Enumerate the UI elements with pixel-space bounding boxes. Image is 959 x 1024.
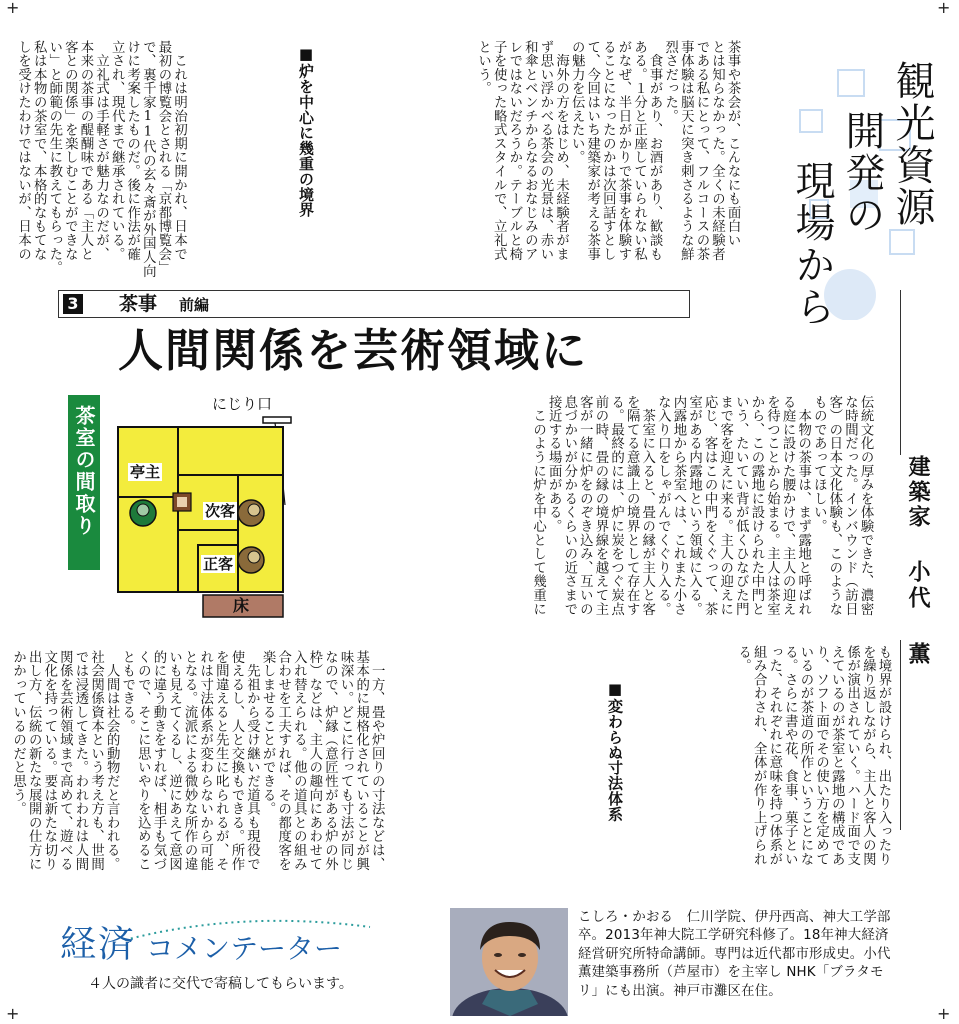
author-photo (450, 908, 568, 1016)
author-bio: こしろ・かおる 仁川学院、伊丹西高、神大工学部卒。2013年神大院工学研究科修了。18年神大経済経営研究所特命講師。専門は近代都市形成史。小代薫建築事務所（芦屋市）を主宰し NHK「ブラタモリ」にも出演。神戸市灘区在住。 (578, 910, 891, 999)
topic-bar (58, 290, 690, 318)
body-text-roji: 伝統文化の厚みを体験できた、濃密 な時間だった。インバウンド（訪日 客）の日本文化体験も、このような ものであってほしい。 本物の茶事は、まず露地と呼ばれ る庭に設けた腰かけで、主人の迎え を待つことから始まる。主人は茶室 から、この露地に設けられた中門と いう、たいてい背が低くひなびた門 まで客を迎えに来る。主人の迎えに 応じ、客はこの中門をくぐって、茶 室がある内露地という領域に入る。 内露地から茶室へは、これまた小さ な入り口をしゃがんでくぐり入る。 茶室に入ると、畳の縁が主人と客 を隔てる意識上の境界として存在す る。最終的には、炉に炭をつぐ炭点 前の時、畳の縁の境界線を越えて主 客が一緒に炉をのぞき込み、互いの 息づかいが分かるくらいの近さまで 接近する場面がある。 このように炉を中心として幾重に (530, 395, 874, 616)
subhead-ro: ■炉を中心に幾重の境界 (297, 45, 315, 218)
label-toko: 床 (233, 596, 250, 615)
tea-room-diagram (68, 395, 293, 620)
label-nijiri: にじり口 (212, 395, 273, 413)
crop-mark: + (6, 1004, 20, 1023)
topic-number: 3 (63, 294, 83, 314)
crop-mark: + (937, 1004, 951, 1023)
subhead-sunpo: ■変わらぬ寸法体系 (606, 680, 624, 822)
headline: 人間関係を芸術領域に (118, 324, 589, 377)
series-divider (900, 290, 901, 455)
series-title-line2: 開発の (839, 110, 885, 236)
topic-part: 前編 (179, 296, 210, 314)
column-title (60, 915, 420, 975)
label-tei: 亭主 (130, 463, 161, 481)
label-jikyaku: 次客 (205, 502, 236, 520)
series-title-line1: 観光資源 (889, 60, 935, 228)
body-text-ritsurei: これは明治初期に開かれ、日本で 最初の博覧会とされる「京都博覧会」 で、裏千家11代の玄々斎が外国人向 けに考案したものだ。後に作法が確 立され、現代まで継承されている。 立礼式は手軽さが魅力なのだが、 本来の茶事の醍醐味である「主人と 客との関係」を楽しむことができな い」と師範の先生に教えてもらった。 私は本物の茶室で、本格的なもてな しを受けたわけではないが、日本の (15, 40, 187, 278)
body-text-boundaries: も境界が設けられ、出たり入ったり を繰り返しながら、主人と客人の関 係が演出されていく。ハード面で支 えているのが茶室と露地の構成であ り、ソフト面でその使い方を定めて いるのが茶道の所作ということにな る。さらに書や花、食事、菓子とい った、それぞれに意味を持つ体系が 組み合わされ、全体が作り上げられ る。 (735, 645, 891, 866)
column-note: ４人の識者に交代で寄稿してもらいます。 (88, 976, 353, 992)
diagram-title-text: 茶室の間取り (72, 405, 96, 537)
crop-mark: + (937, 0, 951, 17)
author-divider (900, 640, 901, 830)
crop-mark: + (6, 0, 20, 17)
author-label: 建築家 (905, 455, 931, 530)
column-title-kanji: 経済 (60, 924, 137, 965)
label-shokyaku: 正客 (203, 555, 234, 573)
column-title-kana: コメンテーター (146, 932, 343, 965)
body-text-intro: 茶事や茶会が、こんなにも面白い とは知らなかった。全くの未経験者 である私にとって、フルコースの茶 事体験は脳天に突き刺さるような鮮 烈さだった。 食事があり、お酒があり、歓談も ある。１分と正座していられない私 がなぜ、半日がかりで茶事を体験す ることになったのかは次回話すとし て、今回はいち建築家が考える茶事 の魅力を伝えたい。 海外の方をはじめ、未経験者がま ず思い浮かべる茶会の光景は、赤い 和傘とベンチからなるおなじみのア レではないだろうか。テーブルと椅 子を使った略式スタイルで、立礼式 という。 (475, 40, 741, 261)
topic-title: 茶事 (119, 293, 158, 315)
body-text-sunpo: 一方、畳や炉回りの寸法などは、 基本的に規格化されていることが興 味深い。どこに行っても寸法が同じ なので、炉縁（意匠性がある炉の外 枠）などは、主人の趣向にあわせて 入れ替えられる。他の道具との組み 合わせを工夫すれば、その都度客を 楽しませることができる。 先祖から受け継いだ道具も現役で 使えるし、人と交換もできる。所作 を間違えると先生に叱られるが、そ れは寸法体系が変わらないから可能 となる。流派による微妙な所作の違 いも見えてくるし、逆にあえて意図 的に違う動きをすれば、相手も気づ くので、そこに思いやりを込めるこ ともできる。 人間は社会的動物だと言われる。 社会関係資本という考え方も、世間 では浸透してきた。われわれは人間 関係を芸術領域まで高めて、遊べる 文化を持っている。要は新たな切り 出し方、伝統の新たな展開の仕方に かかっているのだと思う。 (10, 650, 385, 871)
series-title (775, 50, 935, 390)
series-title-line3: 現場から (789, 160, 835, 328)
diagram-title (68, 395, 100, 570)
author-name: 小代 薫 (905, 560, 931, 668)
